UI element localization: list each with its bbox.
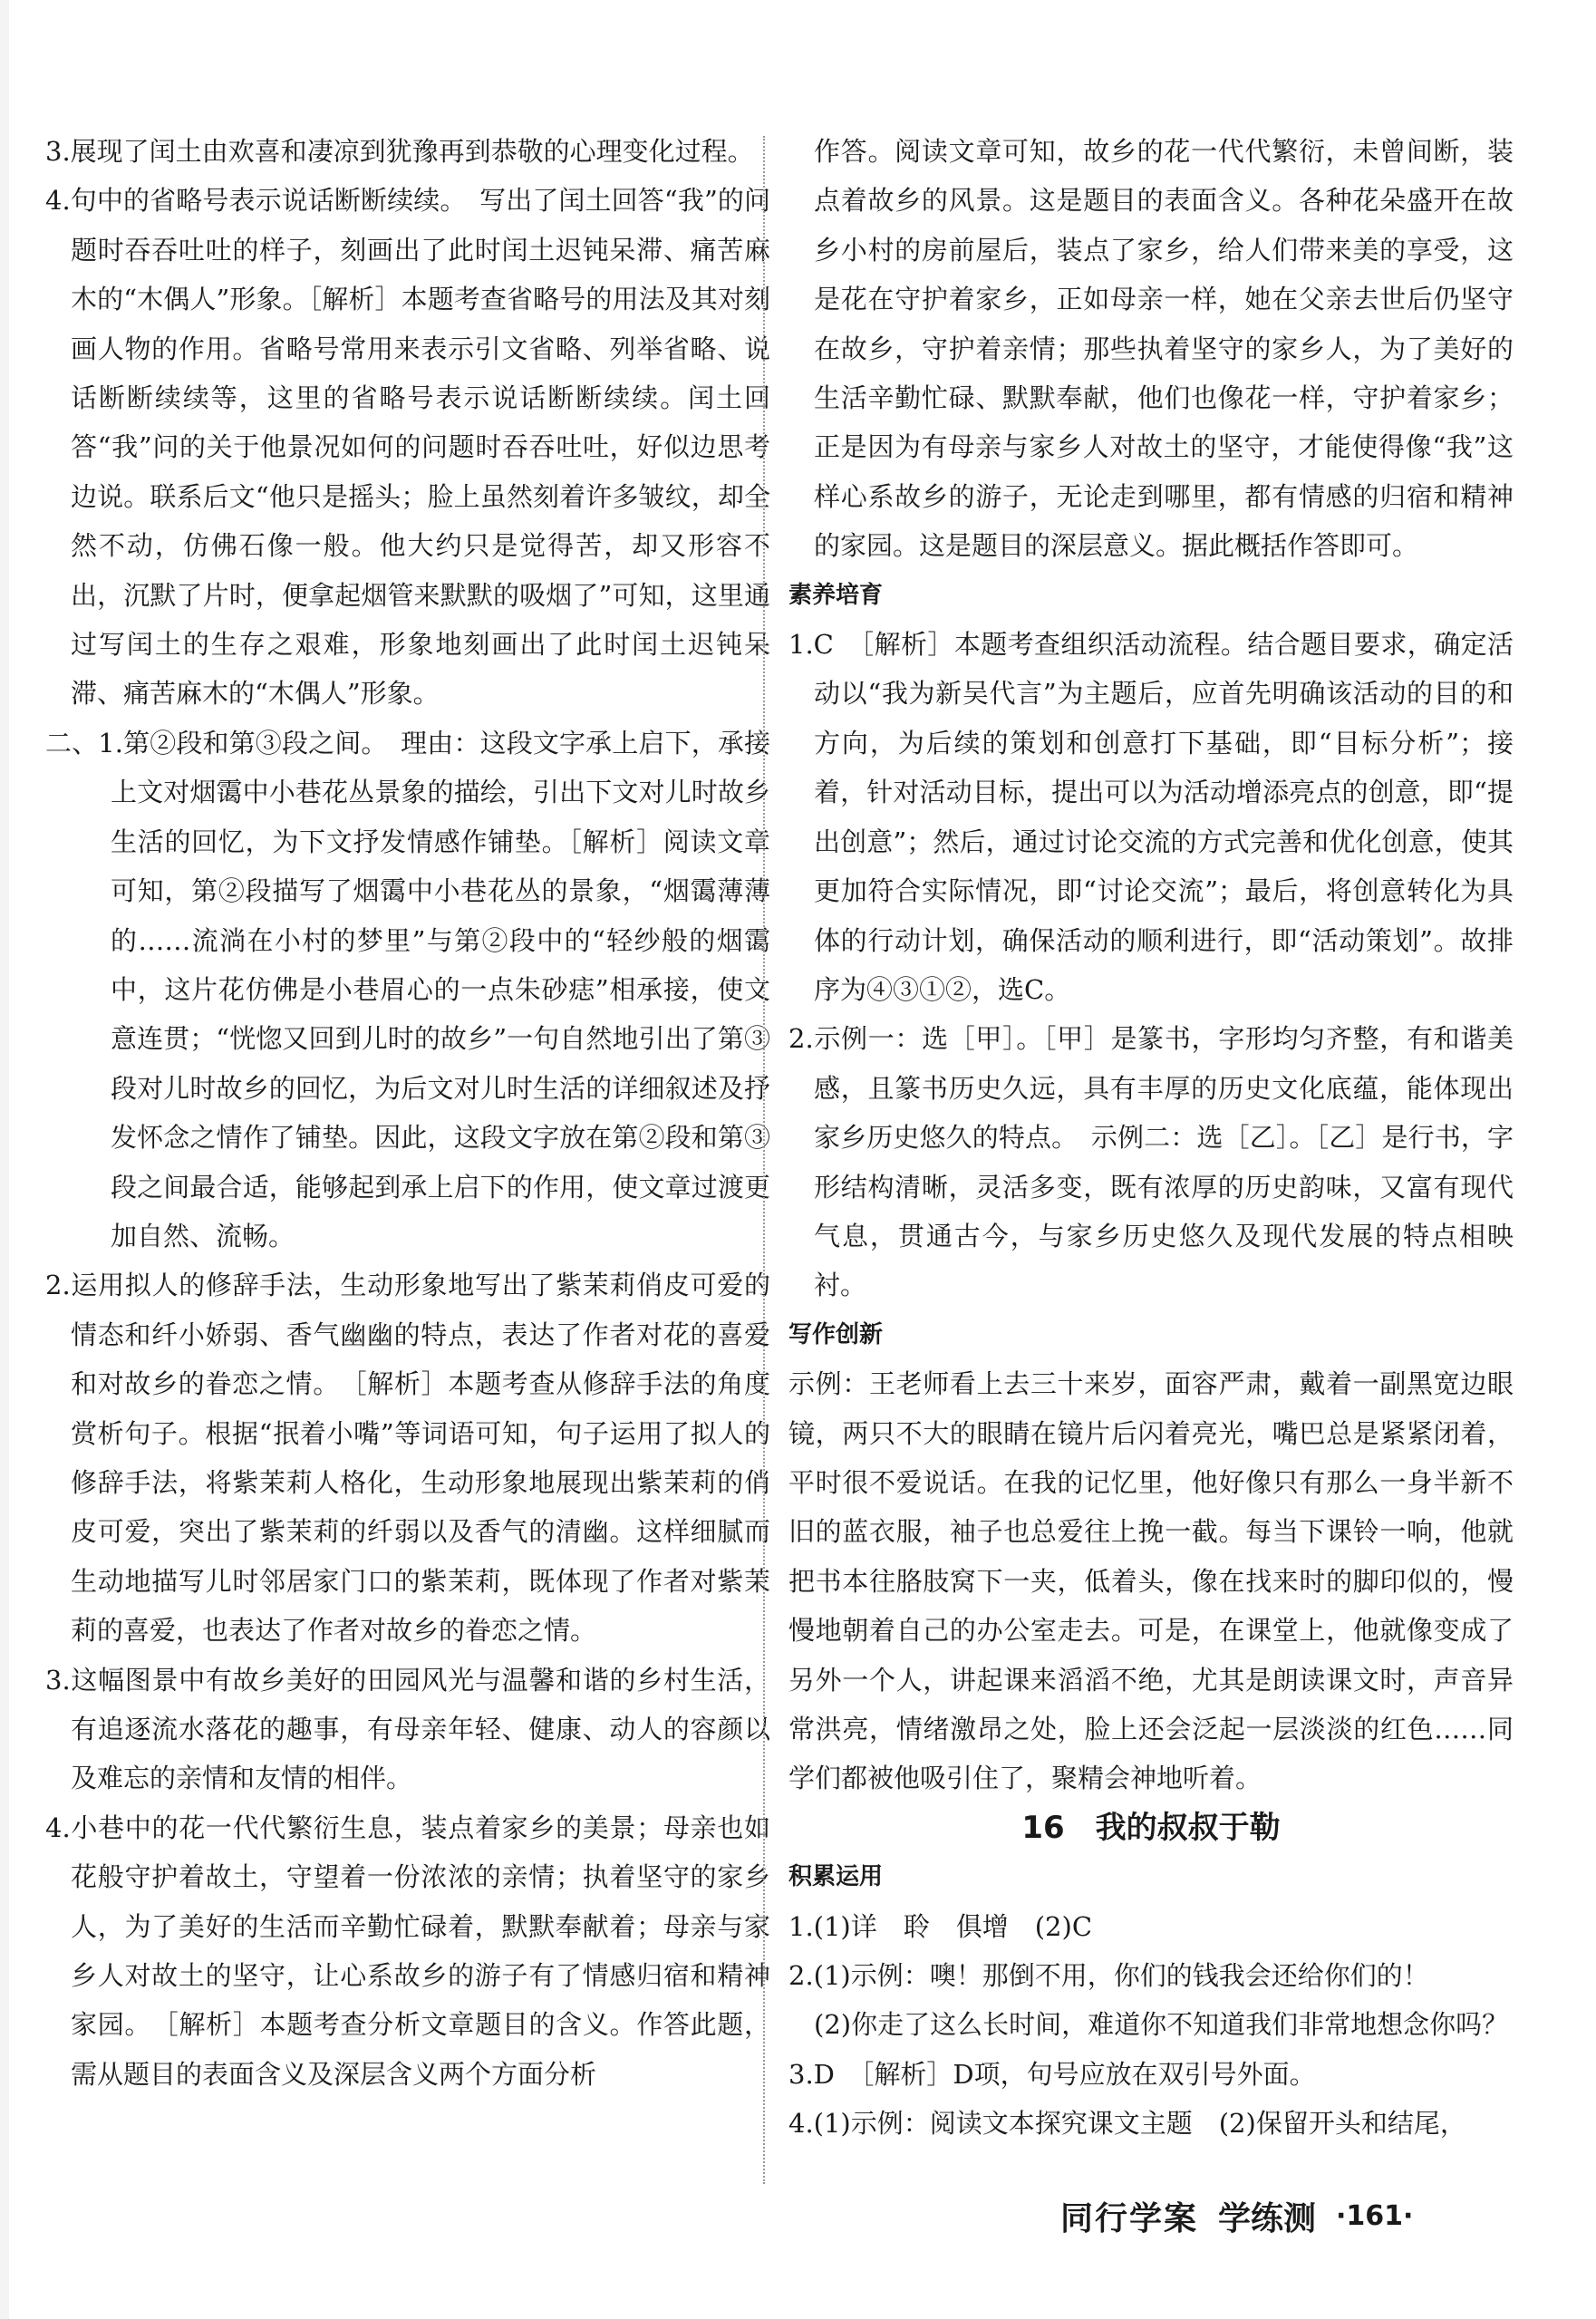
answer-item: 1.(1)详 聆 俱增 (2)C xyxy=(788,1910,1093,1942)
answer-item: 二、1.第②段和第③段之间。 理由：这段文字承上启下，承接上文对烟霭中小巷花丛景象的描绘，引出下文对儿时故乡生活的回忆，为下文抒发情感作铺垫。［解析］阅读文章可知，第②段描写了烟霭中小巷花丛的景象，“烟霭薄薄的……流淌在小村的梦里”与第②段中的“轻纱般的烟霭中，这片花仿佛是小巷眉心的一点朱砂痣”相承接，使文意连贯；“恍惚又回到儿时的故乡”一句自然地引出了第③段对儿时故乡的回忆，为后文对儿时生活的详细叙述及抒发怀念之情作了铺垫。因此，这段文字放在第②段和第③段之间最合适，能够起到承上启下的作用，使文章过渡更加自然、流畅。 xyxy=(45,727,770,1251)
section-heading: 积累运用 xyxy=(788,1863,884,1891)
answer-item: 4.小巷中的花一代代繁衍生息，装点着家乡的美景；母亲也如花般守护着故土，守望着一份浓浓的亲情；执着坚守的家乡人，为了美好的生活而辛勤忙碌着，默默奉献着；母亲与家乡人对故土的坚守，让心系故乡的游子有了情感归宿和精神家园。 ［解析］本题考查分析文章题目的含义。作答此题，需从题目的表面含义及深层含义两个方面分析 xyxy=(45,1812,770,2090)
footer-brand: 同行学案 xyxy=(1060,2199,1199,2237)
answer-continuation: 作答。阅读文章可知，故乡的花一代代繁衍，未曾间断，装点着故乡的风景。这是题目的表面含义。各种花朵盛开在故乡小村的房前屋后，装点了家乡，给人们带来美的享受，这是花在守护着家乡，正如母亲一样，她在父亲去世后仍坚守在故乡，守护着亲情；那些执着坚守的家乡人，为了美好的生活辛勤忙碌、默默奉献，他们也像花一样，守护着家乡；正是因为有母亲与家乡人对故土的坚守，才能使得像“我”这样心系故乡的游子，无论走到哪里，都有情感的归宿和精神的家园。这是题目的深层意义。据此概括作答即可。 xyxy=(814,136,1514,562)
answer-item: 4.(1)示例：阅读文本探究课文主题 (2)保留开头和结尾， xyxy=(788,2108,1466,2140)
lesson-title: 16 我的叔叔于勒 xyxy=(1021,1809,1281,1846)
answer-item: 2.(1)示例：噢！那倒不用，你们的钱我会还给你们的！ xyxy=(788,1960,1429,1992)
right-column xyxy=(788,127,1514,2149)
answer-item: 3.这幅图景中有故乡美好的田园风光与温馨和谐的乡村生活，有追逐流水落花的趣事，有母亲年轻、健康、动人的容颜以及难忘的亲情和友情的相伴。 xyxy=(45,1664,770,1794)
answer-item: 3.展现了闰土由欢喜和凄凉到犹豫再到恭敬的心理变化过程。 xyxy=(45,136,754,167)
answer-item: 2.运用拟人的修辞手法，生动形象地写出了紫茉莉俏皮可爱的情态和纤小娇弱、香气幽幽的特点，表达了作者对花的喜爱和对故乡的眷恋之情。 ［解析］本题考查从修辞手法的角度赏析句子。根据“抿着小嘴”等词语可知，句子运用了拟人的修辞手法，将紫茉莉人格化，生动形象地展现出紫茉莉的俏皮可爱，突出了紫茉莉的纤弱以及香气的清幽。这样细腻而生动地描写儿时邻居家门口的紫茉莉，既体现了作者对紫茉莉的喜爱，也表达了作者对故乡的眷恋之情。 xyxy=(45,1270,770,1647)
page-number: ·161· xyxy=(1336,2199,1414,2232)
left-column xyxy=(45,127,770,2099)
answer-item: 4.句中的省略号表示说话断断续续。 写出了闰土回答“我”的问题时吞吞吐吐的样子，刻画出了此时闰土迟钝呆滞、痛苦麻木的“木偶人”形象。［解析］本题考查省略号的用法及其对刻画人物的作用。省略号常用来表示引文省略、列举省略、说话断断续续等，这里的省略号表示说话断断续续。闰土回答“我”问的关于他景况如何的问题时吞吞吐吐，好似边思考边说。联系后文“他只是摇头；脸上虽然刻着许多皱纹，却全然不动，仿佛石像一般。他大约只是觉得苦，却又形容不出，沉默了片时，便拿起烟管来默默的吸烟了”可知，这里通过写闰土的生存之艰难，形象地刻画出了此时闰土迟钝呆滞、痛苦麻木的“木偶人”形象。 xyxy=(45,185,770,710)
writing-example: 示例：王老师看上去三十来岁，面容严肃，戴着一副黑宽边眼镜，两只不大的眼睛在镜片后闪着亮光，嘴巴总是紧紧闭着，平时很不爱说话。在我的记忆里，他好像只有那么一身半新不旧的蓝衣服，袖子也总爱往上挽一截。每当下课铃一响，他就把书本往胳肢窝下一夹，低着头，像在找来时的脚印似的，慢慢地朝着自己的办公室走去。可是，在课堂上，他就像变成了另外一个人，讲起课来滔滔不绝，尤其是朗读课文时，声音异常洪亮，情绪激昂之处，脸上还会泛起一层淡淡的红色……同学们都被他吸引住了，聚精会神地听着。 xyxy=(788,1368,1514,1794)
answer-item: 3.D ［解析］D项，句号应放在双引号外面。 xyxy=(788,2058,1316,2090)
section-heading: 素养培育 xyxy=(788,581,884,609)
column-divider xyxy=(763,136,765,2184)
answer-subitem: (2)你走了这么长时间，难道你不知道我们非常地想念你吗？ xyxy=(814,2009,1509,2041)
page-edge xyxy=(0,0,9,2319)
answer-item: 1.C ［解析］本题考查组织活动流程。结合题目要求，确定活动以“我为新吴代言”为主题后，应首先明确该活动的目的和方向，为后续的策划和创意打下基础，即“目标分析”；接着，针对活动目标，提出可以为活动增添亮点的创意，即“提出创意”；然后，通过讨论交流的方式完善和优化创意，使其更加符合实际情况，即“讨论交流”；最后，将创意转化为具体的行动计划，确保活动的顺利进行，即“活动策划”。故排序为④③①②，选C。 xyxy=(788,629,1514,1005)
page-footer xyxy=(1060,2189,1550,2243)
footer-series: 学练测 xyxy=(1218,2199,1317,2237)
answer-item: 2.示例一：选［甲］。［甲］是篆书，字形均匀齐整，有和谐美感，且篆书历史久远，具有丰厚的历史文化底蕴，能体现出家乡历史悠久的特点。 示例二：选［乙］。［乙］是行书，字形结构清晰，灵活多变，既有浓厚的历史韵味，又富有现代气息，贯通古今，与家乡历史悠久及现代发展的特点相映衬。 xyxy=(788,1023,1514,1301)
section-heading: 写作创新 xyxy=(788,1320,884,1348)
